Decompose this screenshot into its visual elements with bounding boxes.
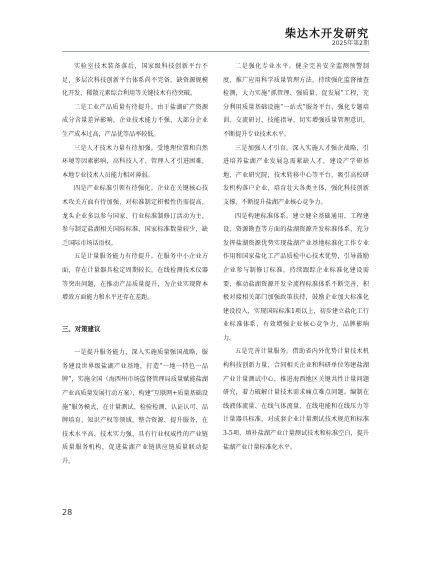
journal-header <box>285 28 369 48</box>
paragraph: 二是工业产品质量有待提升。由于盐湖矿产资源成分含量差异影响，企业技术能力不强，大部分企业生产成本过高，产品优等品率较低。 <box>62 103 208 138</box>
right-column <box>223 60 369 454</box>
header-divider <box>62 51 369 52</box>
left-column <box>62 60 208 469</box>
journal-title: 柴达木开发研究 <box>285 27 369 40</box>
paragraph: 五是计量服务能力有待提升。在服务中小企业方面，存在计量器具检定周期较长，在线检测技术仪器等突出问题，在推动产品质量提升，为企业实现降本增效方面能力和水平还存在差距。 <box>62 253 208 302</box>
paragraph: 实验室技术装备落后，国家级科技创新平台不足，多层次科技创新平台体系尚不完备，缺资源规模化开发、稀散元素综合利用等关键技术有待突破。 <box>62 63 208 98</box>
paragraph: 五是完善计量服务。借助省内外优势计量技术机构科技创新力量，合同相关企业和科研单位筹建盐湖产业计量测试中心，推进海西地区关键共性计量问题研究，着力破解计量技术需求痛点难点问题。编制在线液体流量、在线气体流量、在线电能和在线压力等计量器具标准，对成套企业计量测试技术规范和标准3-5项，填补盐湖产业计量测试技术和标准空白，提升盐湖产业计量标准化水平。 <box>223 348 369 451</box>
section-heading: 三、对策建议 <box>62 324 101 333</box>
paragraph: 三是加强人才引育。深入实施人才强企战略，引进培养盐湖产业发展急需紧缺人才，建设产学研基地，产业研究院，技术转移中心等平台，吸引高校研发机构落户企业，培育壮大各类主体，强化科技创新支撑，不断提升盐湖产业核心竞争力。 <box>223 144 369 206</box>
paragraph: 二是强化专业水平。健全完善安全监测预警制度，推广应用科学质量管理方法，持续强化监督抽查检测，大力实施“抓管理、强质量、促发展”工程，充分利用质量基础设施“一站式”服务平台，强化专题培训、交流研讨、技能指导，切实增强质量管理意识，不断提升专业技术水平。 <box>223 63 369 138</box>
paragraph: 三是人才技术力量有待加强。受地理位置和自然环境等因素影响，高科技人才、管理人才引进困难，本地专业技术人员能力相对薄弱。 <box>62 144 208 179</box>
issue-number: 2025年第2期 <box>331 40 369 47</box>
paragraph: 四是构建标准体系。建立健全基础通用、工程建设、资源勘查等方面的盐湖资源开发标准体系，充分发挥盐湖资源优势实现盐湖产业基地标准化工作专业作用和国家盐化工产品质检中心技术优势，引导鼓励企业参与制修订标准，持续跟踪企业标准化建设需要，推动盐湖资源开发全流程标准体系不断完善，积极对接相关部门加强政策扶持，鼓励企业加大标准化建设投入，实现国际标准1项以上，初步建立盐化工行业标准体系，有效增强企业核心竞争力、品牌影响力。 <box>223 212 369 342</box>
paragraph: 一是提升服务能力，深入实施质量强国战略，服务建设世界级盐湖产业基地，打造“一地一特色一品牌”，实施全国（海西州市场监督管理局质量赋能盐湖产业高质量发展行动方案），构建“互联网+质量基础设施”服务模式，在计量测试、检验检测、认证认可、品牌培育、知识产权等领域，整合资源、提升服务，在技术水平高、技术实力强、具有行业权威性的产业链质量服务机构，促进盐湖产业链供应链质量联动提升。 <box>62 349 208 466</box>
paragraph: 四是产业标准引领有待强化。企业在关键核心技术攻关方面有待加强，对标准制定积极性仍需提高，龙头企业多以参与国家、行业标准制修订活动为主，参与制定盐湖相关国际标准、国家标准数量较少，缺乏国际市场话语权。 <box>62 185 208 247</box>
page-number: 28 <box>62 508 73 517</box>
